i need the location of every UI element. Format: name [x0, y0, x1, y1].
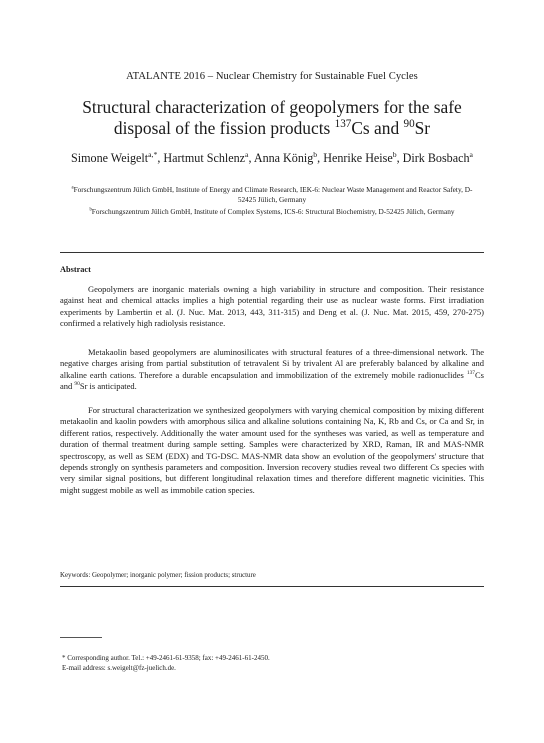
corresponding-author-note: * Corresponding author. Tel.: +49-2461-61-9358; fax: +49-2461-61-2450.: [62, 654, 270, 662]
abstract-heading: Abstract: [60, 265, 91, 274]
affiliation-a: [66, 185, 478, 204]
author-marks: a: [245, 149, 249, 159]
affiliation-text: Forschungszentrum Jülich GmbH, Institute of Energy and Climate Research, IEK-6: Nuclear Waste Management and Reactor Safety, D-52425 Jülich, Germany: [73, 185, 473, 204]
author-list: [60, 151, 484, 167]
abstract-paragraph-1: Geopolymers are inorganic materials owning a high variability in structure and composition. Their resistance against heat and chemical attacks implies a high potential regarding their use as nuclear waste forms. First irradiation experiments by Lambertin et al. (J. Nuc. Mat. 2013, 443, 311-315) and Deng et al. (J. Nuc. Mat. 2015, 459, 270-275) confirmed a relatively high radiolysis resistance.: [60, 284, 484, 329]
title-line-2-text: disposal of the fission products: [113, 118, 335, 138]
conference-header: ATALANTE 2016 – Nuclear Chemistry for Sustainable Fuel Cycles: [126, 71, 418, 82]
affiliation-mark: a: [71, 185, 74, 191]
section-divider: [60, 586, 484, 587]
sr-mass-number: 90: [403, 118, 415, 131]
abstract-paragraph-3: For structural characterization we synthesized geopolymers with varying chemical composition by mixing different metakaolin and kaolin powders with amorphous silica and alkaline solutions containing Na, K, Rb and Cs, or Ca and Sr, in different ratios, respectively. Additionally the water amount used for the syntheses was varied, as well as temperature and duration of thermal treatment during sample setting. Samples were characterized by XRD, Raman, IR and MAS-NMR spectroscopy, as well as SEM (EDX) and TG-DSC. MAS-NMR data show an evolution of the geopolymers' structure that depends strongly on synthesis parameters and composition. Inversion recovery studies reveal two different Cs species with very similar signal positions, but different longitudinal relaxation times and therefore different magnetic vicinities. This might suggest mobile as well as immobile cation species.: [60, 405, 484, 495]
author-name: Hartmut Schlenz: [163, 151, 246, 165]
sr-symbol: Sr: [414, 118, 431, 138]
paragraph-text: Cs and: [60, 369, 484, 392]
footnote-divider: [60, 637, 102, 638]
author-separator: ,: [248, 151, 254, 165]
affiliation-mark: b: [89, 207, 92, 213]
author-name: Dirk Bosbach: [402, 151, 470, 165]
author-marks: a: [469, 149, 473, 159]
affiliation-text: Forschungszentrum Jülich GmbH, Institute of Complex Systems, ICS-6: Structural Biochemistry, D-52425 Jülich, Germany: [91, 207, 455, 216]
paper-title: [60, 97, 484, 139]
email-note: E-mail address: s.weigelt@fz-juelich.de.: [62, 664, 176, 672]
paragraph-text: Metakaolin based geopolymers are aluminosilicates with structural features of a three-dimensional network. The negative charges arising from partial substitution of tetravalent Si by trivalent Al are preferably balanced by alkaline and alkaline earth cations. Therefore a durable encapsulation and immobilization of the extremely mobile radionuclides: [60, 347, 484, 380]
author-separator: ,: [396, 151, 403, 165]
author-marks: b: [392, 149, 397, 159]
author-marks: a,*: [148, 149, 158, 159]
keywords: Keywords: Geopolymer; inorganic polymer; fission products; structure: [60, 572, 256, 579]
paragraph-text: Sr is anticipated.: [79, 381, 137, 392]
author-separator: ,: [317, 151, 324, 165]
cs-symbol: Cs and: [351, 118, 404, 138]
author-name: Anna König: [253, 151, 314, 165]
author-marks: b: [313, 149, 318, 159]
affiliation-b: [66, 207, 478, 217]
author-name: Simone Weigelt: [71, 151, 149, 165]
sr-mass-number: 90: [74, 381, 80, 388]
cs-mass-number: 137: [466, 369, 476, 376]
author-name: Henrike Heise: [323, 151, 393, 165]
section-divider: [60, 252, 484, 253]
title-line-1: Structural characterization of geopolymers for the safe: [82, 97, 462, 117]
cs-mass-number: 137: [334, 118, 352, 131]
author-separator: ,: [157, 151, 164, 165]
abstract-paragraph-2: [60, 347, 484, 393]
